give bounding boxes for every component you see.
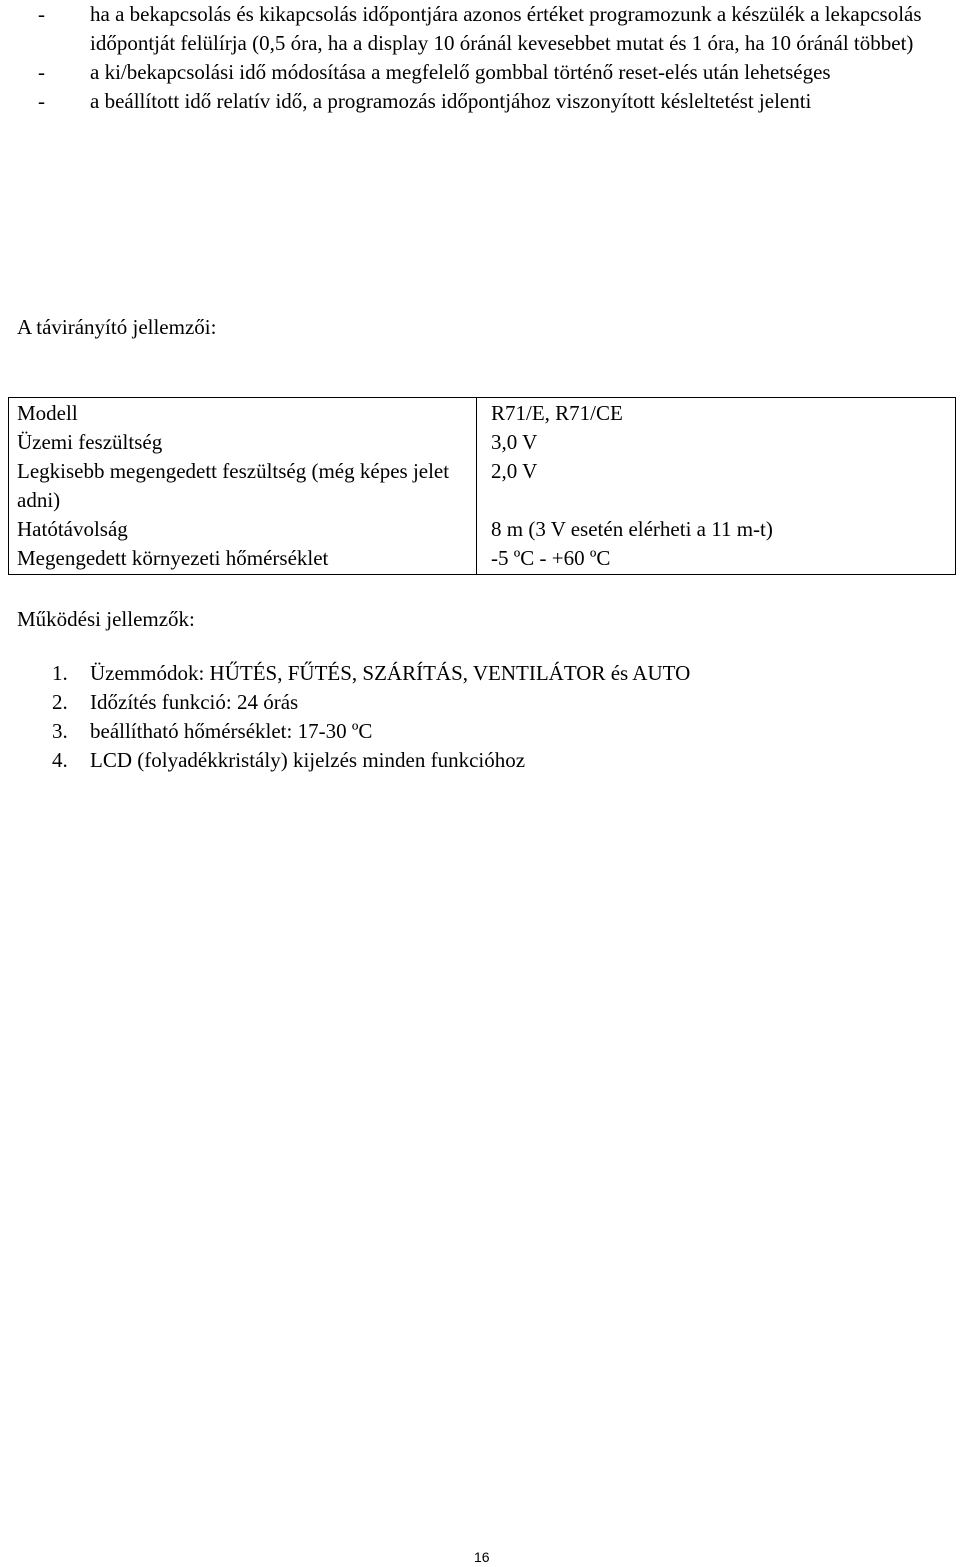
dash-marker: -: [38, 60, 45, 84]
spec-label: Legkisebb megengedett feszültség (még képes jelet adni): [9, 457, 477, 515]
list-item-text: ha a bekapcsolás és kikapcsolás időpontjára azonos értéket programozunk a készülék a lekapcsolás időpontját felülírja (0,5 óra, ha a display 10 óránál kevesebbet mutat és 1 óra, ha 10 óránál többet): [90, 2, 922, 55]
list-item-text: Üzemmódok: HŰTÉS, FŰTÉS, SZÁRÍTÁS, VENTILÁTOR és AUTO: [90, 661, 691, 685]
list-item-text: a ki/bekapcsolási idő módosítása a megfelelő gombbal történő reset-elés után lehetséges: [90, 60, 831, 84]
functions-list: [0, 659, 960, 775]
table-row: [9, 515, 956, 544]
list-item-text: a beállított idő relatív idő, a programozás időpontjához viszonyított késleltetést jelenti: [90, 89, 812, 113]
table-row: [9, 428, 956, 457]
list-number: 4.: [52, 748, 68, 772]
list-item: [0, 0, 960, 58]
spec-label: Megengedett környezeti hőmérséklet: [9, 544, 477, 575]
remote-control-section-title: A távirányító jellemzői:: [17, 315, 217, 339]
spec-label: Modell: [9, 398, 477, 429]
table-row: [9, 398, 956, 429]
list-item-text: LCD (folyadékkristály) kijelzés minden funkcióhoz: [90, 748, 526, 772]
spec-value: 2,0 V: [491, 459, 538, 483]
spec-label: Üzemi feszültség: [9, 428, 477, 457]
remote-spec-table: [8, 397, 956, 575]
timer-notes-list: [0, 0, 960, 116]
table-row: [9, 544, 956, 575]
list-item-text: beállítható hőmérséklet: 17-30 ºC: [90, 719, 373, 743]
dash-marker: -: [38, 89, 45, 113]
table-row: [9, 457, 956, 515]
list-item: [0, 746, 960, 775]
spec-value: 8 m (3 V esetén elérheti a 11 m-t): [491, 517, 773, 541]
spec-value: -5 ºC - +60 ºC: [491, 546, 611, 570]
list-number: 1.: [52, 661, 68, 685]
list-item: [0, 688, 960, 717]
list-item: [0, 717, 960, 746]
list-number: 2.: [52, 690, 68, 714]
list-item: [0, 87, 960, 116]
spec-value: 3,0 V: [491, 430, 538, 454]
functions-section-title: Működési jellemzők:: [17, 607, 195, 631]
list-number: 3.: [52, 719, 68, 743]
list-item: [0, 659, 960, 688]
spec-value: R71/E, R71/CE: [491, 401, 623, 425]
list-item-text: Időzítés funkció: 24 órás: [90, 690, 299, 714]
page-number: 16: [474, 1549, 490, 1565]
spec-label: Hatótávolság: [9, 515, 477, 544]
list-item: [0, 58, 960, 87]
dash-marker: -: [38, 2, 45, 26]
